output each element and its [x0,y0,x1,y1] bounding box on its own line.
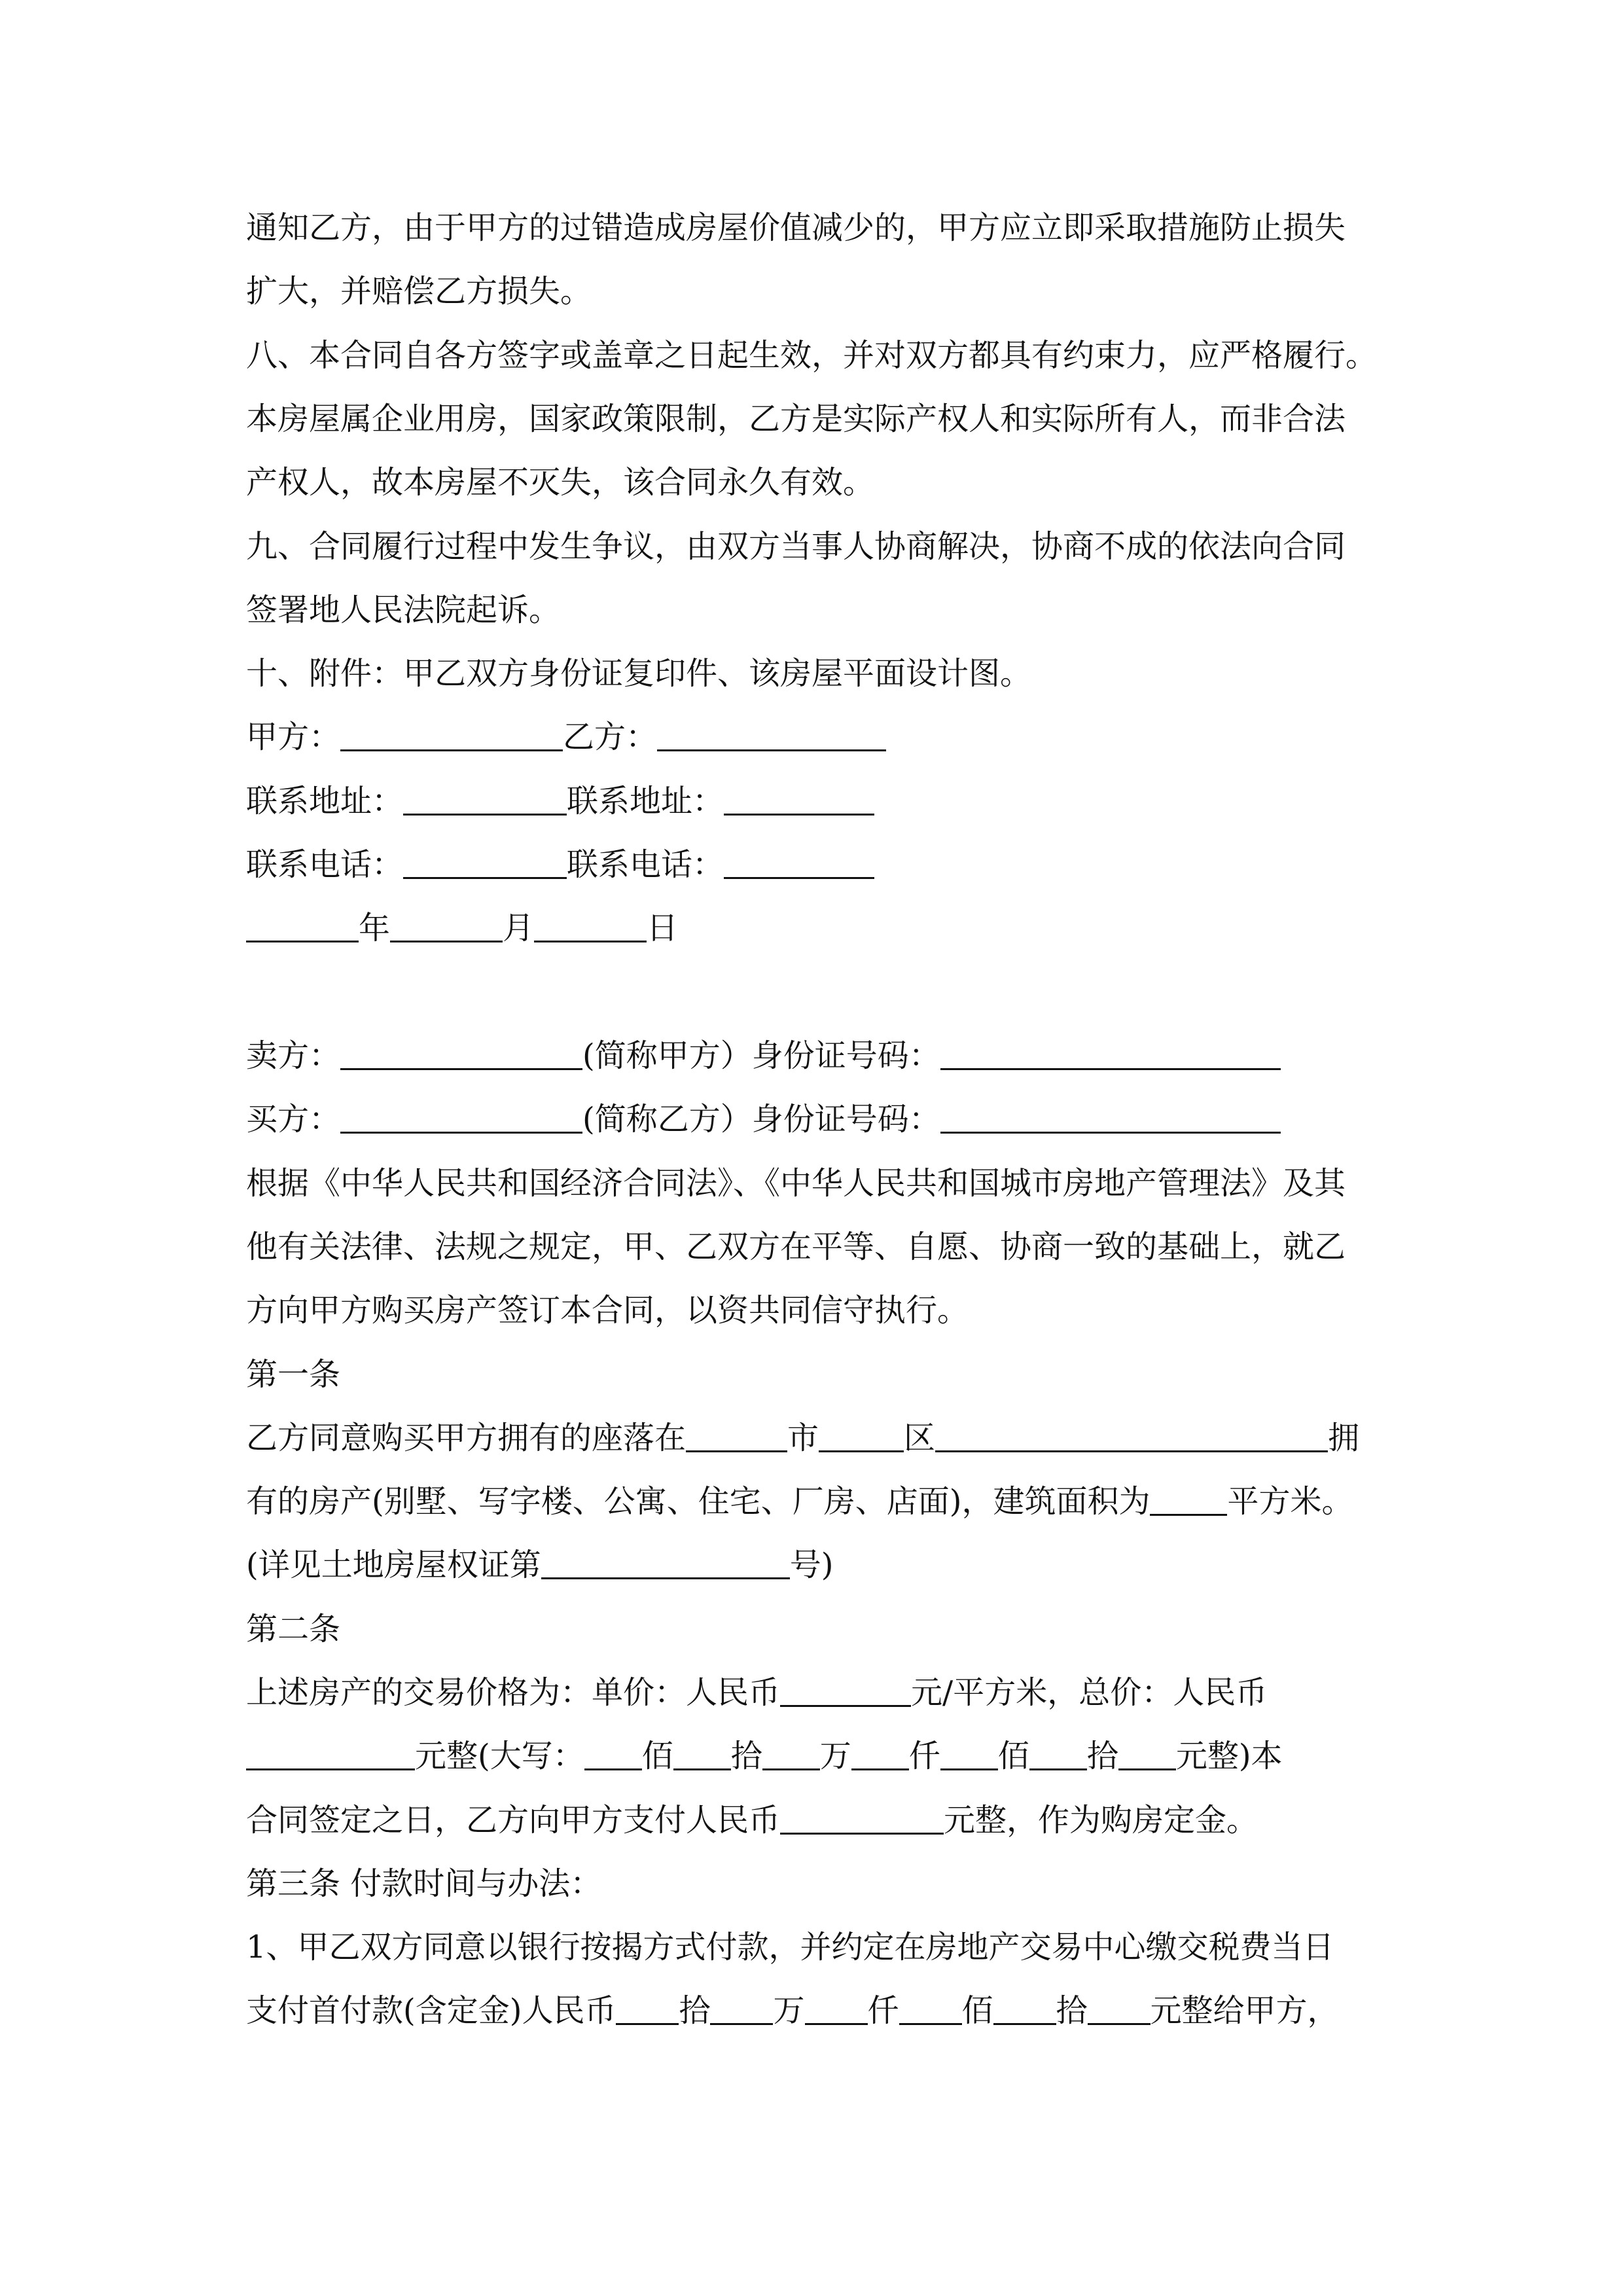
text: 佰 [997,1738,1029,1774]
amount-blank [1088,1994,1150,2025]
text: 根据《中华人民共和国经济合同法》、《中华人民共和国城市房地产管理法》及其 [246,1165,1346,1202]
text-line [246,208,1346,247]
text: 十、附件：甲乙双方身份证复印件、该房屋平面设计图。 [246,655,1032,692]
text-line [246,1164,1346,1203]
month-label: 月 [503,910,535,946]
buyer-line [246,1100,1281,1139]
date-line [246,908,678,948]
text: 元整，作为购房定金。 [944,1802,1258,1839]
certificate-number-blank [541,1549,790,1579]
text: 签署地人民法院起诉。 [246,592,561,628]
article-2-heading [246,1609,340,1649]
text: (详见土地房屋权证第 [246,1547,541,1583]
text-line [246,1928,1334,1967]
text: 本房屋属企业用房，国家政策限制，乙方是实际产权人和实际所有人，而非合法 [246,401,1346,437]
seller-line [246,1036,1281,1075]
amount-blank [851,1740,909,1770]
buyer-id-blank [940,1103,1281,1134]
seller-name-blank [340,1039,582,1070]
party-b-blank [657,721,886,751]
text-line [246,272,592,311]
city-blank [686,1422,787,1452]
clause-8-line [246,336,1377,375]
amount-blank [993,1994,1056,2025]
text: 元整)本 [1175,1738,1283,1774]
seller-id-blank [940,1039,1281,1070]
seller-label: 卖方： [246,1037,341,1074]
text: 拾 [730,1738,762,1774]
text-line [246,1291,969,1330]
total-price-blank [246,1740,415,1770]
text: 佰 [641,1738,673,1774]
address-detail-blank [935,1422,1328,1452]
amount-blank [899,1994,962,2025]
day-blank [534,912,647,942]
text: 万 [773,1992,805,2029]
party-a-blank [340,721,563,751]
contact-address-line [246,781,874,821]
amount-blank [805,1994,868,2025]
text: 合同签定之日，乙方向甲方支付人民币 [246,1802,781,1839]
property-area-line [246,1482,1353,1521]
deposit-blank [780,1804,944,1835]
area-unit: 平方米。 [1227,1483,1353,1520]
text-line [246,399,1346,439]
text: 1、甲乙双方同意以银行按揭方式付款，并约定在房地产交易中心缴交税费当日 [246,1929,1334,1965]
text: 支付首付款(含定金)人民币 [246,1992,616,2029]
text: 拥 [1328,1420,1360,1456]
text: 佰 [961,1992,993,2029]
party-a-label: 甲方： [246,719,341,755]
certificate-line [246,1545,833,1585]
amount-blank [1029,1740,1087,1770]
amount-blank [940,1740,998,1770]
text-line [246,1227,1346,1266]
district-blank [819,1422,904,1452]
text: 乙方同意购买甲方拥有的座落在 [246,1420,687,1456]
phone-label-b: 联系电话： [567,846,724,883]
party-b-label: 乙方： [563,719,658,755]
text: 扩大，并赔偿乙方损失。 [246,273,592,310]
down-payment-line [246,1991,1339,2030]
text: 号) [789,1547,834,1583]
text: 元整(大写： [415,1738,584,1774]
day-label: 日 [647,910,679,946]
address-label-a: 联系地址： [246,783,404,819]
text: 拾 [679,1992,711,2029]
text: 通知乙方，由于甲方的过错造成房屋价值减少的，甲方应立即采取措施防止损失 [246,209,1346,246]
text: 拾 [1056,1992,1088,2029]
text: 元整给甲方， [1150,1992,1339,2029]
year-label: 年 [359,910,391,946]
buyer-name-blank [340,1103,582,1134]
city-label: 市 [787,1420,819,1456]
price-line [246,1673,1267,1712]
month-blank [390,912,503,942]
buyer-label: 买方： [246,1101,341,1138]
year-blank [246,912,359,942]
phone-blank-b [724,848,874,879]
unit-price-blank [780,1676,911,1707]
text: 有的房产(别墅、写字楼、公寓、住宅、厂房、店面)，建筑面积为 [246,1483,1150,1520]
seller-id-label: (简称甲方）身份证号码： [582,1037,940,1074]
clause-10-line [246,654,1031,693]
text: 上述房产的交易价格为：单价：人民币 [246,1674,781,1711]
text-line [246,463,874,502]
amount-blank [710,1994,773,2025]
text: 拾 [1086,1738,1118,1774]
buyer-id-label: (简称乙方）身份证号码： [582,1101,940,1138]
clause-9-line [246,527,1346,566]
amount-blank [616,1994,679,2025]
amount-blank [762,1740,820,1770]
text: 万 [819,1738,851,1774]
article-3-heading [246,1864,601,1903]
address-blank-b [724,785,874,816]
text: 第三条 付款时间与办法： [246,1865,602,1902]
text: 元/平方米，总价：人民币 [911,1674,1268,1711]
deposit-line [246,1801,1258,1840]
text: 仟 [867,1992,899,2029]
text: 仟 [908,1738,940,1774]
property-location-line [246,1418,1359,1458]
text: 方向甲方购买房产签订本合同，以资共同信守执行。 [246,1292,969,1329]
district-label: 区 [904,1420,936,1456]
address-blank-a [403,785,567,816]
total-price-line [246,1736,1283,1776]
text: 第一条 [246,1356,341,1393]
signature-party-line [246,717,886,757]
area-blank [1150,1485,1227,1516]
text-line [246,590,560,630]
contact-phone-line [246,845,874,884]
text: 八、本合同自各方签字或盖章之日起生效，并对双方都具有约束力，应严格履行。 [246,337,1378,374]
text: 九、合同履行过程中发生争议，由双方当事人协商解决，协商不成的依法向合同 [246,528,1346,565]
phone-blank-a [403,848,567,879]
phone-label-a: 联系电话： [246,846,404,883]
amount-blank [584,1740,642,1770]
text: 他有关法律、法规之规定，甲、乙双方在平等、自愿、协商一致的基础上，就乙 [246,1229,1346,1265]
text: 第二条 [246,1611,341,1647]
amount-blank [673,1740,731,1770]
text: 产权人，故本房屋不灭失，该合同永久有效。 [246,464,875,501]
article-1-heading [246,1355,340,1394]
amount-blank [1118,1740,1176,1770]
address-label-b: 联系地址： [567,783,724,819]
